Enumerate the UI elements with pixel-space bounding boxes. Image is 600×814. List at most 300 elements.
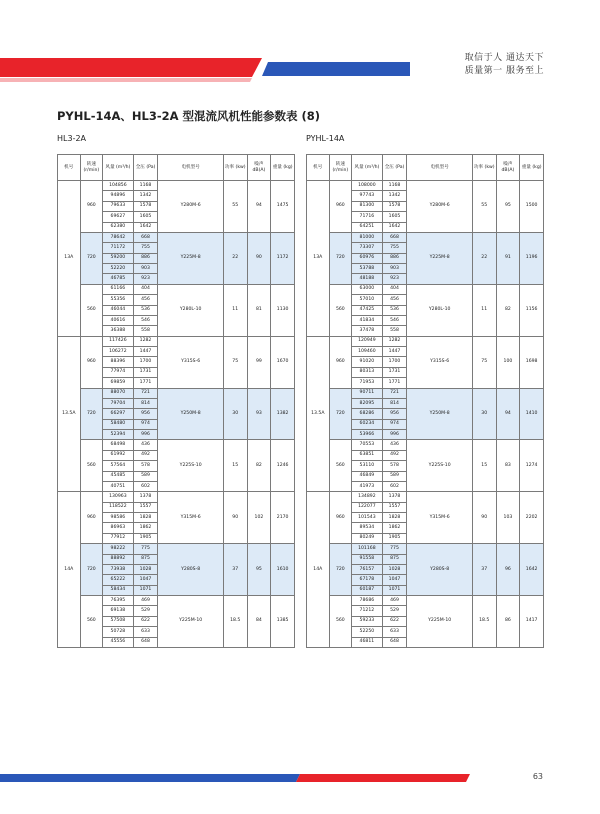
cell-weight: 1246 bbox=[271, 440, 295, 492]
cell-airflow: 47425 bbox=[352, 305, 382, 315]
cell-airflow: 88070 bbox=[103, 388, 133, 398]
cell-airflow: 101543 bbox=[352, 513, 382, 523]
cell-noise: 93 bbox=[247, 388, 271, 440]
cell-pressure: 492 bbox=[382, 450, 407, 460]
table-row bbox=[58, 284, 295, 294]
cell-rpm: 560 bbox=[80, 596, 103, 648]
cell-pressure: 1342 bbox=[382, 191, 407, 201]
cell-noise: 100 bbox=[496, 336, 520, 388]
cell-rpm: 720 bbox=[80, 232, 103, 284]
table-row bbox=[307, 336, 544, 346]
cell-airflow: 69627 bbox=[103, 212, 133, 222]
cell-rpm: 720 bbox=[80, 544, 103, 596]
header-stripes bbox=[0, 0, 600, 100]
cell-airflow: 46044 bbox=[103, 305, 133, 315]
cell-airflow: 64251 bbox=[352, 222, 382, 232]
cell-airflow: 71953 bbox=[352, 378, 382, 388]
cell-pressure: 775 bbox=[133, 544, 158, 554]
cell-noise: 95 bbox=[496, 181, 520, 233]
cell-pressure: 923 bbox=[133, 274, 158, 284]
cell-power: 18.5 bbox=[223, 596, 247, 648]
cell-noise: 96 bbox=[496, 544, 520, 596]
cell-rpm: 960 bbox=[80, 492, 103, 544]
cell-airflow: 106272 bbox=[103, 347, 133, 357]
cell-weight: 1698 bbox=[520, 336, 544, 388]
cell-pressure: 578 bbox=[133, 461, 158, 471]
cell-motor: Y315S-6 bbox=[158, 336, 223, 388]
cell-pressure: 589 bbox=[382, 471, 407, 481]
cell-airflow: 79704 bbox=[103, 398, 133, 408]
red-stripe bbox=[0, 58, 262, 77]
cell-pressure: 1642 bbox=[133, 222, 158, 232]
cell-airflow: 69138 bbox=[103, 606, 133, 616]
cell-motor: Y225S-10 bbox=[158, 440, 223, 492]
cell-airflow: 52394 bbox=[103, 430, 133, 440]
cell-noise: 82 bbox=[496, 284, 520, 336]
cell-motor: Y280L-10 bbox=[158, 284, 223, 336]
cell-airflow: 63000 bbox=[352, 284, 382, 294]
cell-noise: 91 bbox=[496, 232, 520, 284]
cell-pressure: 633 bbox=[133, 627, 158, 637]
cell-airflow: 53966 bbox=[352, 430, 382, 440]
table-row bbox=[307, 388, 544, 398]
table-row bbox=[307, 492, 544, 502]
cell-power: 90 bbox=[223, 492, 247, 544]
cell-rpm: 960 bbox=[80, 336, 103, 388]
cell-pressure: 469 bbox=[382, 596, 407, 606]
cell-machine-no: 13.5A bbox=[307, 336, 330, 492]
cell-pressure: 469 bbox=[133, 596, 158, 606]
cell-power: 22 bbox=[472, 232, 496, 284]
cell-motor: Y315M-6 bbox=[407, 492, 472, 544]
table-label-left: HL3-2A bbox=[57, 134, 87, 143]
cell-airflow: 77974 bbox=[103, 367, 133, 377]
cell-pressure: 875 bbox=[382, 554, 407, 564]
cell-airflow: 68286 bbox=[352, 409, 382, 419]
column-header: 风量 (m³/h) bbox=[103, 155, 133, 181]
cell-airflow: 86963 bbox=[103, 523, 133, 533]
cell-pressure: 1047 bbox=[382, 575, 407, 585]
cell-noise: 94 bbox=[247, 181, 271, 233]
cell-airflow: 66297 bbox=[103, 409, 133, 419]
cell-airflow: 109460 bbox=[352, 347, 382, 357]
cell-pressure: 721 bbox=[133, 388, 158, 398]
table-row bbox=[58, 544, 295, 554]
cell-pressure: 1605 bbox=[382, 212, 407, 222]
cell-pressure: 436 bbox=[133, 440, 158, 450]
cell-pressure: 755 bbox=[133, 243, 158, 253]
cell-airflow: 69859 bbox=[103, 378, 133, 388]
cell-pressure: 903 bbox=[382, 264, 407, 274]
cell-machine-no: 14A bbox=[58, 492, 81, 648]
cell-motor: Y280M-6 bbox=[407, 181, 472, 233]
cell-airflow: 62380 bbox=[103, 222, 133, 232]
column-header: 重量 (kg) bbox=[271, 155, 295, 181]
cell-airflow: 71716 bbox=[352, 212, 382, 222]
cell-airflow: 118522 bbox=[103, 502, 133, 512]
cell-pressure: 903 bbox=[133, 264, 158, 274]
table-row bbox=[58, 440, 295, 450]
column-header: 重量 (kg) bbox=[520, 155, 544, 181]
cell-pressure: 956 bbox=[133, 409, 158, 419]
cell-noise: 81 bbox=[247, 284, 271, 336]
cell-airflow: 36388 bbox=[103, 326, 133, 336]
footer-stripes bbox=[0, 760, 600, 800]
cell-pressure: 1168 bbox=[382, 181, 407, 191]
cell-weight: 1382 bbox=[271, 388, 295, 440]
cell-weight: 1172 bbox=[271, 232, 295, 284]
cell-pressure: 1378 bbox=[133, 492, 158, 502]
cell-pressure: 974 bbox=[382, 419, 407, 429]
cell-pressure: 1028 bbox=[133, 564, 158, 574]
cell-airflow: 37478 bbox=[352, 326, 382, 336]
column-header: 机号 bbox=[58, 155, 81, 181]
cell-airflow: 78686 bbox=[352, 596, 382, 606]
table-header-row bbox=[307, 155, 544, 181]
cell-machine-no: 13.5A bbox=[58, 336, 81, 492]
cell-airflow: 98586 bbox=[103, 513, 133, 523]
cell-weight: 2202 bbox=[520, 492, 544, 544]
cell-motor: Y225M-10 bbox=[407, 596, 472, 648]
cell-airflow: 52220 bbox=[103, 264, 133, 274]
cell-noise: 83 bbox=[496, 440, 520, 492]
cell-pressure: 622 bbox=[133, 616, 158, 626]
cell-airflow: 40751 bbox=[103, 481, 133, 491]
cell-pressure: 1282 bbox=[133, 336, 158, 346]
cell-motor: Y250M-8 bbox=[158, 388, 223, 440]
cell-pressure: 578 bbox=[382, 461, 407, 471]
cell-pressure: 492 bbox=[133, 450, 158, 460]
cell-pressure: 814 bbox=[133, 398, 158, 408]
cell-rpm: 960 bbox=[329, 492, 352, 544]
cell-power: 22 bbox=[223, 232, 247, 284]
cell-pressure: 529 bbox=[382, 606, 407, 616]
cell-weight: 1500 bbox=[520, 181, 544, 233]
cell-pressure: 974 bbox=[133, 419, 158, 429]
table-row bbox=[58, 596, 295, 606]
cell-pressure: 1731 bbox=[133, 367, 158, 377]
page-title: PYHL-14A、HL3-2A 型混流风机性能参数表 (8) bbox=[57, 109, 321, 123]
cell-pressure: 721 bbox=[382, 388, 407, 398]
cell-airflow: 101168 bbox=[352, 544, 382, 554]
cell-pressure: 1771 bbox=[382, 378, 407, 388]
cell-airflow: 82095 bbox=[352, 398, 382, 408]
cell-power: 55 bbox=[223, 181, 247, 233]
cell-pressure: 1700 bbox=[382, 357, 407, 367]
cell-pressure: 558 bbox=[382, 326, 407, 336]
cell-power: 11 bbox=[472, 284, 496, 336]
cell-rpm: 560 bbox=[80, 284, 103, 336]
cell-pressure: 1557 bbox=[133, 502, 158, 512]
cell-pressure: 1731 bbox=[382, 367, 407, 377]
cell-pressure: 886 bbox=[382, 253, 407, 263]
cell-weight: 1385 bbox=[271, 596, 295, 648]
cell-noise: 90 bbox=[247, 232, 271, 284]
cell-noise: 86 bbox=[496, 596, 520, 648]
cell-motor: Y225M-8 bbox=[158, 232, 223, 284]
column-header: 噪声 dB(A) bbox=[247, 155, 271, 181]
cell-pressure: 923 bbox=[382, 274, 407, 284]
cell-motor: Y280S-8 bbox=[158, 544, 223, 596]
cell-pressure: 404 bbox=[382, 284, 407, 294]
cell-pressure: 602 bbox=[382, 481, 407, 491]
cell-pressure: 775 bbox=[382, 544, 407, 554]
cell-power: 55 bbox=[472, 181, 496, 233]
footer-red-stripe bbox=[296, 774, 470, 782]
table-row bbox=[307, 181, 544, 191]
cell-airflow: 80313 bbox=[352, 367, 382, 377]
cell-pressure: 536 bbox=[133, 305, 158, 315]
cell-pressure: 1578 bbox=[133, 201, 158, 211]
cell-pressure: 456 bbox=[382, 295, 407, 305]
cell-pressure: 622 bbox=[382, 616, 407, 626]
cell-airflow: 45556 bbox=[103, 637, 133, 647]
cell-airflow: 52250 bbox=[352, 627, 382, 637]
cell-power: 30 bbox=[223, 388, 247, 440]
column-header: 转速 (r/min) bbox=[80, 155, 103, 181]
cell-airflow: 59200 bbox=[103, 253, 133, 263]
cell-airflow: 48188 bbox=[352, 274, 382, 284]
cell-airflow: 88396 bbox=[103, 357, 133, 367]
cell-motor: Y280L-10 bbox=[407, 284, 472, 336]
cell-rpm: 560 bbox=[329, 440, 352, 492]
cell-rpm: 720 bbox=[329, 232, 352, 284]
cell-pressure: 536 bbox=[382, 305, 407, 315]
cell-motor: Y280S-8 bbox=[407, 544, 472, 596]
cell-airflow: 71172 bbox=[103, 243, 133, 253]
cell-pressure: 1578 bbox=[382, 201, 407, 211]
cell-pressure: 1905 bbox=[133, 533, 158, 543]
cell-weight: 1410 bbox=[520, 388, 544, 440]
cell-airflow: 122077 bbox=[352, 502, 382, 512]
column-header: 全压 (Pa) bbox=[133, 155, 158, 181]
cell-pressure: 996 bbox=[133, 430, 158, 440]
cell-airflow: 81000 bbox=[352, 232, 382, 242]
blue-stripe bbox=[262, 62, 410, 76]
slogan-line-2: 质量第一 服务至上 bbox=[464, 66, 544, 76]
cell-airflow: 94896 bbox=[103, 191, 133, 201]
cell-airflow: 50728 bbox=[103, 627, 133, 637]
cell-noise: 84 bbox=[247, 596, 271, 648]
cell-pressure: 1771 bbox=[133, 378, 158, 388]
slogan-line-1: 取信于人 通达天下 bbox=[464, 53, 544, 63]
cell-pressure: 602 bbox=[133, 481, 158, 491]
cell-rpm: 960 bbox=[329, 181, 352, 233]
table-row bbox=[58, 388, 295, 398]
cell-power: 18.5 bbox=[472, 596, 496, 648]
cell-airflow: 120949 bbox=[352, 336, 382, 346]
cell-airflow: 61992 bbox=[103, 450, 133, 460]
cell-airflow: 58480 bbox=[103, 419, 133, 429]
cell-airflow: 117426 bbox=[103, 336, 133, 346]
page-number: 63 bbox=[532, 772, 543, 781]
table-row bbox=[58, 181, 295, 191]
cell-airflow: 73307 bbox=[352, 243, 382, 253]
cell-airflow: 79633 bbox=[103, 201, 133, 211]
cell-power: 75 bbox=[472, 336, 496, 388]
cell-pressure: 529 bbox=[133, 606, 158, 616]
cell-airflow: 60187 bbox=[352, 585, 382, 595]
cell-airflow: 77912 bbox=[103, 533, 133, 543]
cell-weight: 1475 bbox=[271, 181, 295, 233]
cell-airflow: 97743 bbox=[352, 191, 382, 201]
cell-power: 15 bbox=[223, 440, 247, 492]
cell-weight: 1642 bbox=[520, 544, 544, 596]
cell-pressure: 996 bbox=[382, 430, 407, 440]
cell-motor: Y315M-6 bbox=[158, 492, 223, 544]
cell-motor: Y315S-6 bbox=[407, 336, 472, 388]
cell-airflow: 130963 bbox=[103, 492, 133, 502]
column-header: 电机型号 bbox=[158, 155, 223, 181]
cell-pressure: 668 bbox=[133, 232, 158, 242]
cell-airflow: 58434 bbox=[103, 585, 133, 595]
cell-pressure: 1168 bbox=[133, 181, 158, 191]
cell-airflow: 89534 bbox=[352, 523, 382, 533]
cell-pressure: 436 bbox=[382, 440, 407, 450]
cell-pressure: 648 bbox=[133, 637, 158, 647]
cell-weight: 1156 bbox=[520, 284, 544, 336]
cell-airflow: 67178 bbox=[352, 575, 382, 585]
cell-airflow: 134892 bbox=[352, 492, 382, 502]
cell-rpm: 560 bbox=[80, 440, 103, 492]
cell-pressure: 546 bbox=[382, 315, 407, 325]
cell-pressure: 875 bbox=[133, 554, 158, 564]
cell-pressure: 1028 bbox=[382, 564, 407, 574]
cell-airflow: 91020 bbox=[352, 357, 382, 367]
cell-pressure: 1862 bbox=[382, 523, 407, 533]
cell-pressure: 956 bbox=[382, 409, 407, 419]
cell-airflow: 55356 bbox=[103, 295, 133, 305]
cell-weight: 1130 bbox=[271, 284, 295, 336]
column-header: 转速 (r/min) bbox=[329, 155, 352, 181]
cell-airflow: 60234 bbox=[352, 419, 382, 429]
cell-rpm: 960 bbox=[329, 336, 352, 388]
cell-power: 30 bbox=[472, 388, 496, 440]
cell-weight: 1610 bbox=[271, 544, 295, 596]
cell-airflow: 80249 bbox=[352, 533, 382, 543]
cell-airflow: 88892 bbox=[103, 554, 133, 564]
table-row bbox=[307, 284, 544, 294]
table-row bbox=[58, 232, 295, 242]
cell-pressure: 1378 bbox=[382, 492, 407, 502]
cell-airflow: 68498 bbox=[103, 440, 133, 450]
cell-airflow: 57010 bbox=[352, 295, 382, 305]
cell-airflow: 73938 bbox=[103, 564, 133, 574]
cell-airflow: 76157 bbox=[352, 564, 382, 574]
cell-motor: Y280M-6 bbox=[158, 181, 223, 233]
column-header: 噪声 dB(A) bbox=[496, 155, 520, 181]
cell-airflow: 61166 bbox=[103, 284, 133, 294]
cell-machine-no: 13A bbox=[58, 181, 81, 337]
cell-power: 90 bbox=[472, 492, 496, 544]
cell-airflow: 46785 bbox=[103, 274, 133, 284]
cell-pressure: 1557 bbox=[382, 502, 407, 512]
cell-rpm: 720 bbox=[329, 388, 352, 440]
cell-airflow: 46849 bbox=[352, 471, 382, 481]
cell-airflow: 41834 bbox=[352, 315, 382, 325]
cell-noise: 94 bbox=[496, 388, 520, 440]
cell-pressure: 1828 bbox=[133, 513, 158, 523]
cell-rpm: 720 bbox=[80, 388, 103, 440]
cell-airflow: 63851 bbox=[352, 450, 382, 460]
column-header: 功率 (kw) bbox=[472, 155, 496, 181]
cell-airflow: 60976 bbox=[352, 253, 382, 263]
cell-pressure: 1862 bbox=[133, 523, 158, 533]
cell-motor: Y225S-10 bbox=[407, 440, 472, 492]
cell-pressure: 1071 bbox=[133, 585, 158, 595]
cell-pressure: 1642 bbox=[382, 222, 407, 232]
cell-motor: Y225M-8 bbox=[407, 232, 472, 284]
cell-machine-no: 14A bbox=[307, 492, 330, 648]
cell-airflow: 76395 bbox=[103, 596, 133, 606]
cell-power: 15 bbox=[472, 440, 496, 492]
column-header: 机号 bbox=[307, 155, 330, 181]
cell-airflow: 41973 bbox=[352, 481, 382, 491]
table-row bbox=[307, 596, 544, 606]
cell-noise: 95 bbox=[247, 544, 271, 596]
cell-pressure: 1447 bbox=[133, 347, 158, 357]
cell-airflow: 53110 bbox=[352, 461, 382, 471]
table-row bbox=[58, 336, 295, 346]
spec-table-pyhl-14a bbox=[306, 154, 544, 648]
cell-pressure: 558 bbox=[133, 326, 158, 336]
cell-pressure: 1447 bbox=[382, 347, 407, 357]
cell-pressure: 1828 bbox=[382, 513, 407, 523]
cell-pressure: 633 bbox=[382, 627, 407, 637]
cell-rpm: 560 bbox=[329, 284, 352, 336]
cell-pressure: 589 bbox=[133, 471, 158, 481]
cell-pressure: 404 bbox=[133, 284, 158, 294]
cell-airflow: 70553 bbox=[352, 440, 382, 450]
cell-airflow: 57564 bbox=[103, 461, 133, 471]
cell-airflow: 98222 bbox=[103, 544, 133, 554]
slogan bbox=[465, 52, 544, 78]
table-row bbox=[307, 232, 544, 242]
cell-power: 11 bbox=[223, 284, 247, 336]
cell-pressure: 1700 bbox=[133, 357, 158, 367]
cell-rpm: 720 bbox=[329, 544, 352, 596]
cell-weight: 1274 bbox=[520, 440, 544, 492]
cell-airflow: 78642 bbox=[103, 232, 133, 242]
spec-table-hl3-2a bbox=[57, 154, 295, 648]
cell-pressure: 755 bbox=[382, 243, 407, 253]
cell-noise: 102 bbox=[247, 492, 271, 544]
cell-airflow: 59233 bbox=[352, 616, 382, 626]
cell-airflow: 90711 bbox=[352, 388, 382, 398]
column-header: 风量 (m³/h) bbox=[352, 155, 382, 181]
cell-weight: 1670 bbox=[271, 336, 295, 388]
cell-airflow: 108000 bbox=[352, 181, 382, 191]
footer-blue-stripe bbox=[0, 774, 300, 782]
cell-pressure: 886 bbox=[133, 253, 158, 263]
cell-airflow: 65222 bbox=[103, 575, 133, 585]
cell-airflow: 46811 bbox=[352, 637, 382, 647]
table-label-right: PYHL-14A bbox=[306, 134, 345, 143]
cell-airflow: 81300 bbox=[352, 201, 382, 211]
cell-weight: 1196 bbox=[520, 232, 544, 284]
cell-pressure: 456 bbox=[133, 295, 158, 305]
cell-airflow: 57508 bbox=[103, 616, 133, 626]
cell-pressure: 1071 bbox=[382, 585, 407, 595]
cell-pressure: 1342 bbox=[133, 191, 158, 201]
cell-airflow: 45485 bbox=[103, 471, 133, 481]
cell-pressure: 814 bbox=[382, 398, 407, 408]
table-row bbox=[58, 492, 295, 502]
cell-rpm: 560 bbox=[329, 596, 352, 648]
cell-pressure: 1605 bbox=[133, 212, 158, 222]
table-header-row bbox=[58, 155, 295, 181]
cell-pressure: 668 bbox=[382, 232, 407, 242]
